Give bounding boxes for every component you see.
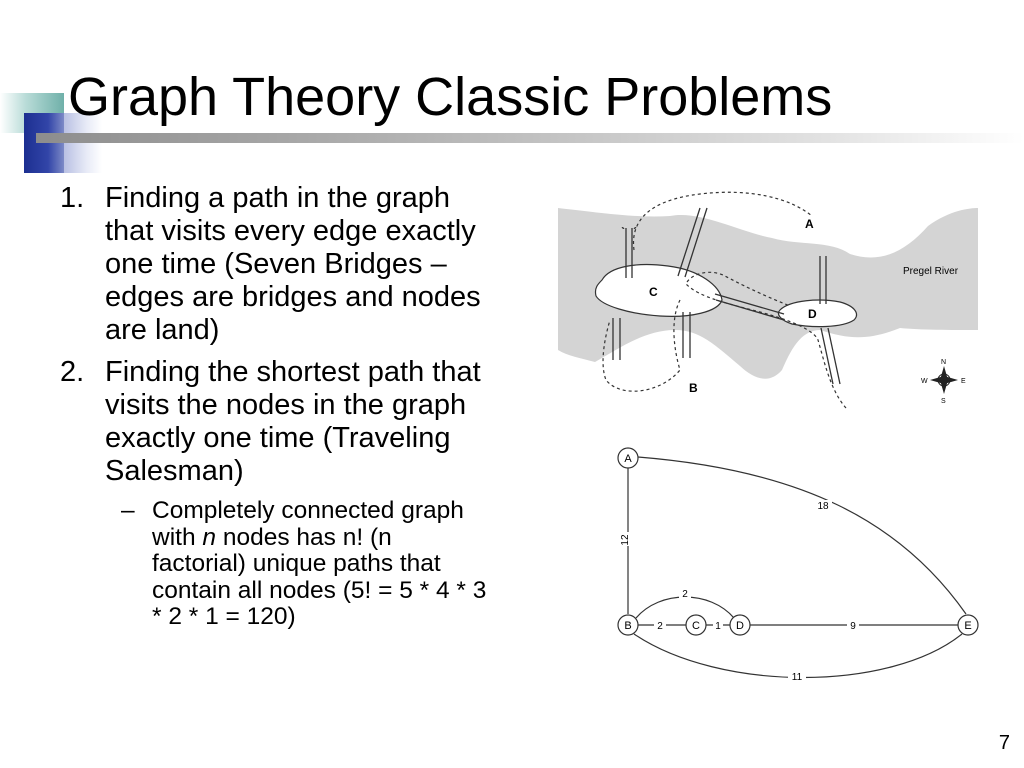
weight-b-e: 11 xyxy=(791,672,803,683)
node-label-a: A xyxy=(624,453,632,465)
list-text-1: Finding a path in the graph that visits every edge exactly one time (Seven Bridges – edges are bridges and nodes are land) xyxy=(105,182,481,346)
node-label-b: B xyxy=(624,620,632,632)
weight-a-b: 12 xyxy=(620,534,631,546)
list-number-1: 1. xyxy=(60,182,85,214)
compass-n: N xyxy=(941,359,947,366)
edge-b-d xyxy=(636,597,734,618)
graph-nodes xyxy=(618,448,978,635)
bullet-list xyxy=(60,182,492,640)
node-label-c: C xyxy=(692,620,700,632)
title-underline xyxy=(36,133,1024,143)
map-label-c: C xyxy=(649,285,658,299)
compass-icon xyxy=(921,359,966,405)
sub-list-item xyxy=(121,498,492,631)
list-item-2 xyxy=(60,356,492,631)
sub-text-part2: nodes has n! (n factorial) unique paths that contain all nodes (5! = 5 * 4 * 3 * 2 * 1 = 120) xyxy=(152,523,487,630)
map-label-d: D xyxy=(808,307,817,321)
island-d xyxy=(779,300,857,327)
page-number: 7 xyxy=(998,732,1010,754)
weight-d-e: 9 xyxy=(850,621,856,632)
title-decoration-blue xyxy=(24,113,64,173)
slide-title: Graph Theory Classic Problems xyxy=(68,67,833,127)
sub-text-part1: Completely connected graph with xyxy=(152,497,464,551)
list-number-2: 2. xyxy=(60,356,85,388)
weighted-graph xyxy=(600,440,990,690)
compass-w: W xyxy=(921,378,928,385)
seven-bridges-map xyxy=(550,180,990,430)
river-label: Pregel River xyxy=(903,266,959,277)
node-label-d: D xyxy=(736,620,744,632)
map-label-a: A xyxy=(805,217,814,231)
map-label-b: B xyxy=(689,381,698,395)
weight-b-c: 2 xyxy=(657,621,663,632)
sub-dash: – xyxy=(121,497,135,524)
weight-c-d: 1 xyxy=(715,621,721,632)
list-item-1 xyxy=(60,182,492,347)
compass-e: E xyxy=(961,378,966,385)
weight-a-e: 18 xyxy=(817,501,829,512)
sub-text-variable: n xyxy=(202,523,217,551)
compass-s: S xyxy=(941,398,946,405)
graph-edges xyxy=(628,457,966,678)
weight-b-d: 2 xyxy=(682,589,688,600)
node-label-e: E xyxy=(964,620,972,632)
list-text-2: Finding the shortest path that visits the nodes in the graph exactly one time (Traveling Salesman) xyxy=(105,356,481,487)
